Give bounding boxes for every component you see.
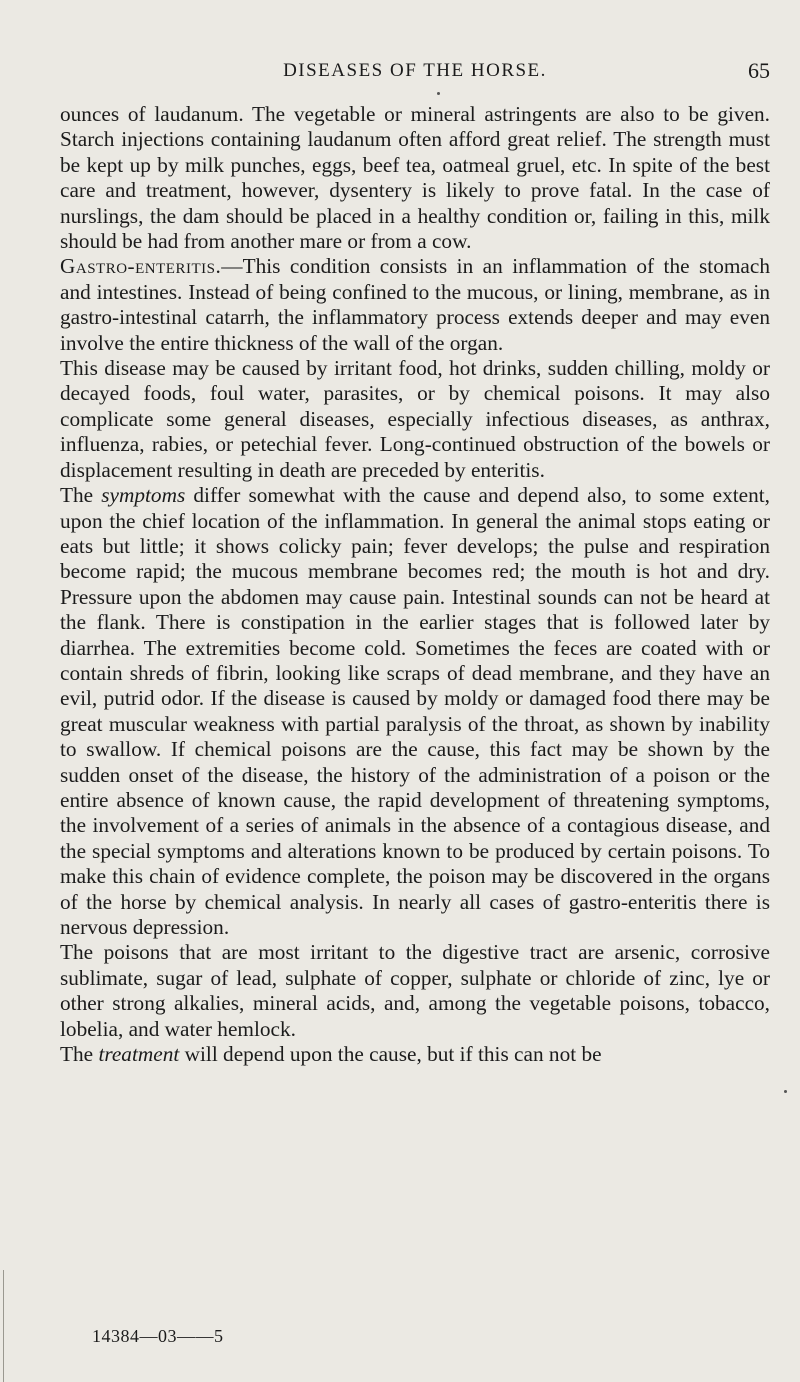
page-edge-line	[3, 1270, 4, 1382]
gastro-enteritis-definition: —This condition consists in an inflammation of the stomach and intestines. Instead of being confined to the mucous, or lining, membrane, as in gastro-intestinal catarrh, the inflammatory process extends deeper and may even involve the entire thickness of the wall of the organ.	[60, 254, 770, 355]
paragraph-treatment	[60, 1042, 770, 1067]
symptoms-lead: The	[60, 483, 102, 508]
section-heading-gastro-enteritis: Gastro-enteritis.	[60, 254, 222, 279]
treatment-body: will depend upon the cause, but if this can not be	[179, 1042, 602, 1067]
page-number: 65	[748, 58, 770, 83]
paragraph-symptoms	[60, 483, 770, 940]
symptoms-term: symptoms	[101, 483, 186, 508]
treatment-lead: The	[60, 1042, 99, 1067]
print-speck	[437, 92, 440, 95]
body-text	[60, 102, 770, 1067]
symptoms-body: differ somewhat with the cause and depend also, to some extent, upon the chief location of the inflammation. In general the animal stops eating or eats but little; it shows colicky pain; fever develops; the pulse and respiration become rapid; the mucous membrane becomes red; the mouth is hot and dry. Pressure upon the abdomen may cause pain. Intestinal sounds can not be heard at the flank. There is constipation in the earlier stages that is followed later by diarrhea. The extremities become cold. Sometimes the feces are coated with or contain shreds of fibrin, looking like scraps of dead membrane, and they have an evil, putrid odor. If the disease is caused by moldy or damaged food there may be great muscular weakness with partial paralysis of the throat, as shown by inability to swallow. If chemical poisons are the cause, this fact may be shown by the sudden onset of the disease, the history of the administration of a poison or the entire absence of known cause, the rapid development of threatening symptoms, the involvement of a series of animals in the absence of a contagious disease, and the special symptoms and alterations known to be produced by certain poisons. To make this chain of evidence complete, the poison may be discovered in the organs of the horse by chemical analysis. In nearly all cases of gastro-enteritis there is nervous depression.	[60, 483, 770, 939]
paragraph-poisons: The poisons that are most irritant to the digestive tract are arsenic, corrosive sublimate, sugar of lead, sulphate of copper, sulphate or chloride of zinc, lye or other strong alkalies, mineral acids, and, among the vegetable poisons, tobacco, lobelia, and water hemlock.	[60, 940, 770, 1041]
treatment-term: treatment	[98, 1042, 180, 1067]
paragraph-dysentery-treatment: ounces of laudanum. The vegetable or mineral astringents are also to be given. Starch injections containing laudanum often afford great relief. The strength must be kept up by milk punches, eggs, beef tea, oatmeal gruel, etc. In spite of the best care and treatment, however, dysentery is likely to prove fatal. In the case of nurslings, the dam should be placed in a healthy condition or, failing in this, milk should be had from another mare or from a cow.	[60, 102, 770, 254]
running-head	[60, 58, 770, 86]
printer-signature-mark: 14384—03——5	[92, 1326, 224, 1346]
print-speck	[784, 1090, 787, 1093]
paragraph-gastro-enteritis	[60, 254, 770, 356]
paragraph-causes: This disease may be caused by irritant food, hot drinks, sudden chilling, moldy or decayed foods, foul water, parasites, or by chemical poisons. It may also complicate some general diseases, especially infectious diseases, as anthrax, influenza, rabies, or petechial fever. Long-continued obstruction of the bowels or displacement resulting in death are preceded by enteritis.	[60, 356, 770, 482]
running-title: DISEASES OF THE HORSE.	[283, 60, 547, 81]
